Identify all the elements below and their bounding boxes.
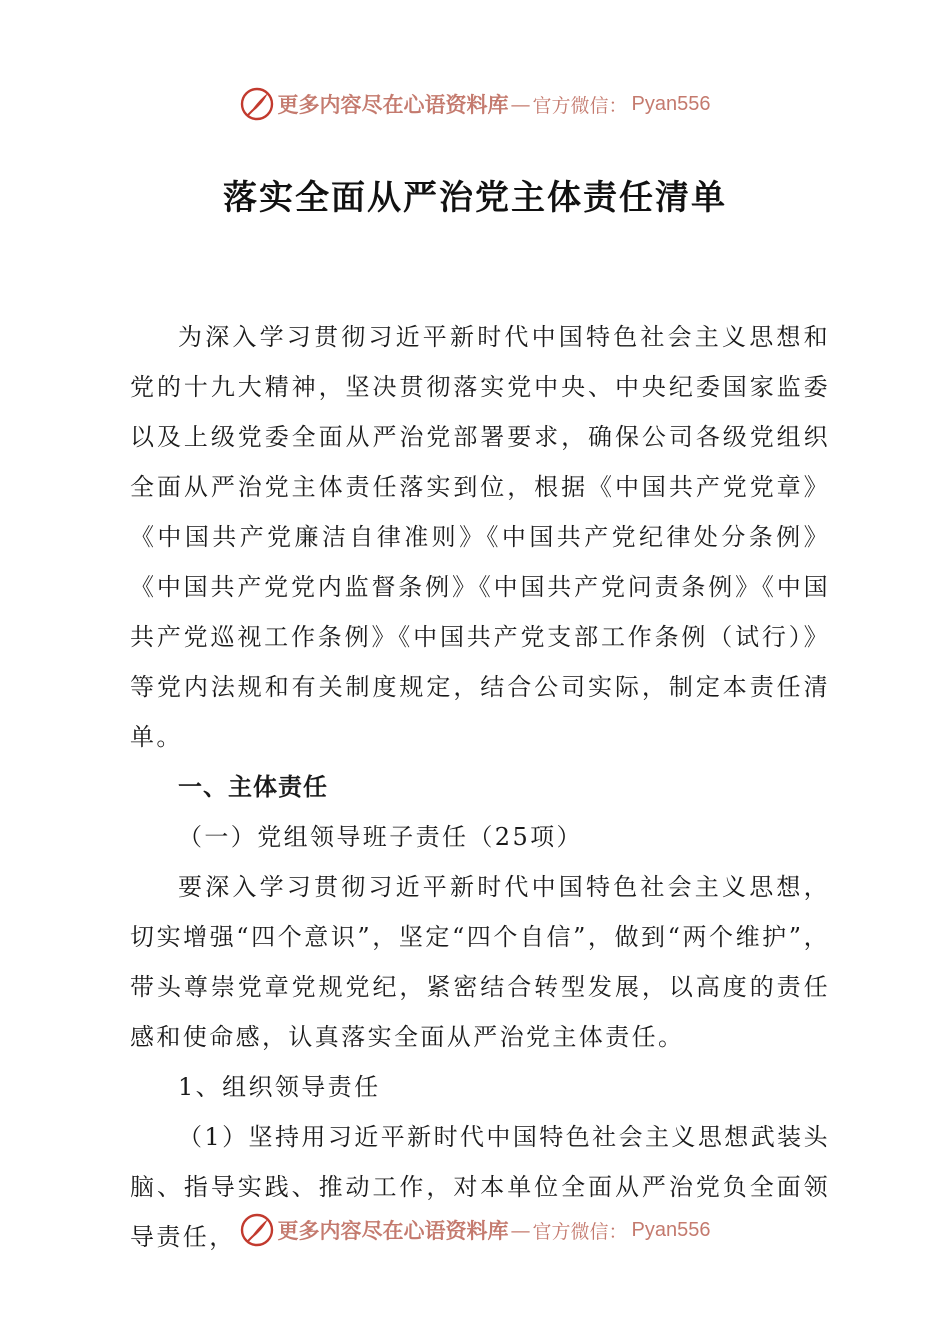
section-heading: 一、主体责任 xyxy=(178,773,328,801)
subsection-paragraph: 要深入学习贯彻习近平新时代中国特色社会主义思想，切实增强“四个意识”，坚定“四个自信”，做到“两个维护”，带头尊崇党章党规党纪，紧密结合转型发展，以高度的责任感和使命感，认真落实全面从严治党主体责任。 xyxy=(130,873,830,1051)
document-body xyxy=(130,312,830,1262)
feather-pen-logo-icon xyxy=(240,1213,274,1247)
banner-text: 更多内容尽在心语资料库 xyxy=(277,1218,509,1243)
banner-wechat-id: Pyan556 xyxy=(631,1218,711,1241)
header-banner xyxy=(0,84,950,124)
banner-separator: — xyxy=(510,1218,531,1242)
item-paragraph: （1）坚持用习近平新时代中国特色社会主义思想武装头脑、指导实践、推动工作，对本单位全面从严治党负全面领导责任， xyxy=(130,1123,830,1251)
page-title: 落实全面从严治党主体责任清单 xyxy=(223,178,727,218)
item-heading: 1、组织领导责任 xyxy=(178,1073,381,1101)
banner-wechat-label: 官方微信： xyxy=(532,94,628,117)
banner-text: 更多内容尽在心语资料库 xyxy=(277,92,509,117)
subsection-heading: （一）党组领导班子责任（25项） xyxy=(178,823,583,851)
banner-wechat-id: Pyan556 xyxy=(631,92,711,115)
banner-separator: — xyxy=(510,92,531,116)
intro-paragraph: 为深入学习贯彻习近平新时代中国特色社会主义思想和党的十九大精神，坚决贯彻落实党中央、中央纪委国家监委以及上级党委全面从严治党部署要求，确保公司各级党组织全面从严治党主体责任落实到位，根据《中国共产党党章》《中国共产党廉洁自律准则》《中国共产党纪律处分条例》《中国共产党党内监督条例》《中国共产党问责条例》《中国共产党巡视工作条例》《中国共产党支部工作条例（试行）》等党内法规和有关制度规定，结合公司实际，制定本责任清单。 xyxy=(130,323,830,751)
feather-pen-logo-icon xyxy=(240,87,274,121)
banner-wechat-label: 官方微信： xyxy=(532,1220,628,1243)
footer-banner xyxy=(0,1210,950,1250)
